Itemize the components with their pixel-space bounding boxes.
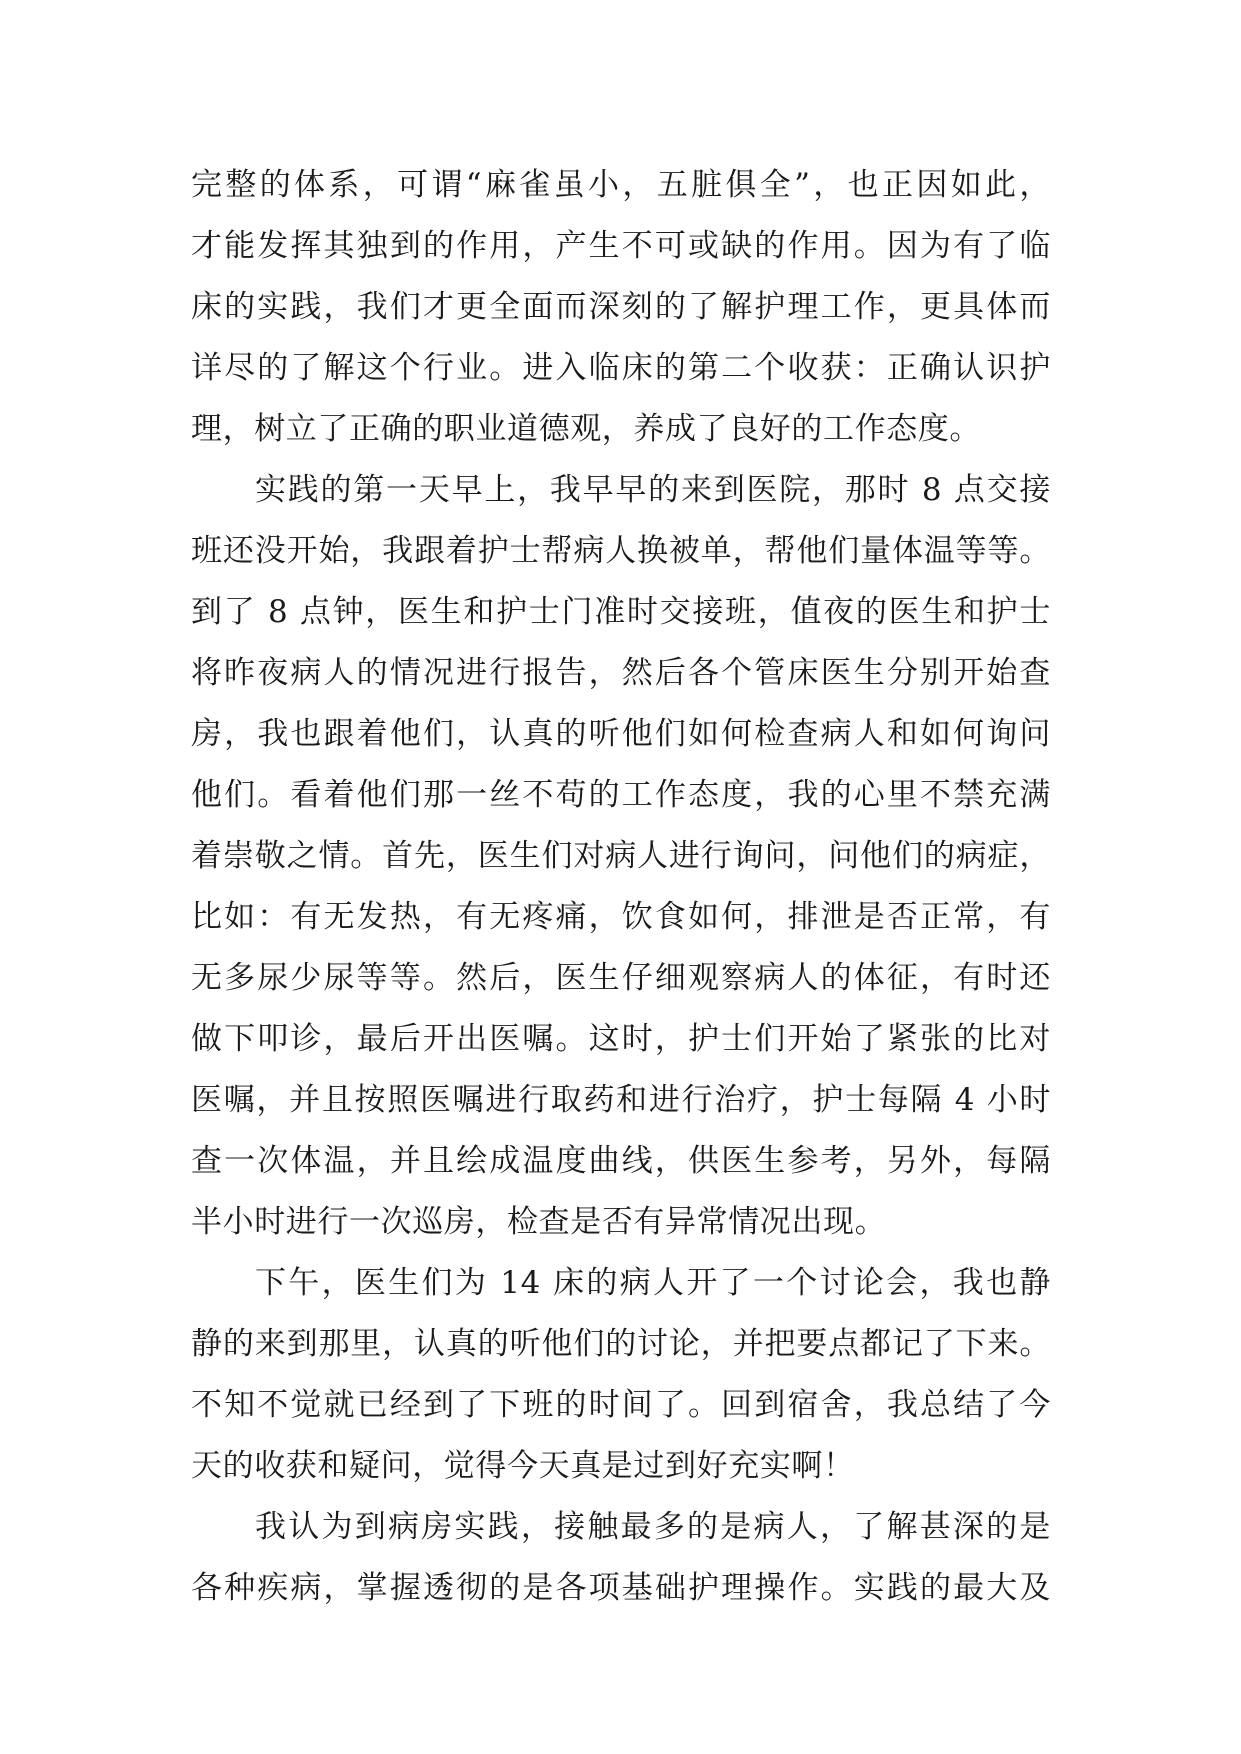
text-line: 我认为到病房实践，接触最多的是病人，了解甚深的是 <box>255 1509 1051 1545</box>
text-line: 不知不觉就已经到了下班的时间了。回到宿舍，我总结了今 <box>191 1387 1051 1423</box>
body-text <box>191 155 1051 1619</box>
text-line: 下午，医生们为 14 床的病人开了一个讨论会，我也静 <box>255 1265 1051 1301</box>
text-line: 半小时进行一次巡房，检查是否有异常情况出现。 <box>191 1204 887 1240</box>
text-line: 详尽的了解这个行业。进入临床的第二个收获：正确认识护 <box>191 350 1051 386</box>
text-line: 才能发挥其独到的作用，产生不可或缺的作用。因为有了临 <box>191 228 1051 264</box>
text-line: 医嘱，并且按照医嘱进行取药和进行治疗，护士每隔 4 小时 <box>191 1082 1051 1118</box>
text-line: 他们。看着他们那一丝不苟的工作态度，我的心里不禁充满 <box>191 777 1051 813</box>
text-line: 着崇敬之情。首先，医生们对病人进行询问，问他们的病症， <box>191 838 1051 874</box>
paragraph-3 <box>191 1253 1051 1497</box>
text-line: 无多尿少尿等等。然后，医生仔细观察病人的体征，有时还 <box>191 960 1051 996</box>
text-line: 静的来到那里，认真的听他们的讨论，并把要点都记了下来。 <box>191 1326 1051 1362</box>
paragraph-1 <box>191 155 1051 460</box>
paragraph-2 <box>191 460 1051 1253</box>
paragraph-4 <box>191 1497 1051 1619</box>
text-line: 班还没开始，我跟着护士帮病人换被单，帮他们量体温等等。 <box>191 533 1051 569</box>
text-line: 做下叩诊，最后开出医嘱。这时，护士们开始了紧张的比对 <box>191 1021 1051 1057</box>
text-line: 到了 8 点钟，医生和护士门准时交接班，值夜的医生和护士 <box>191 594 1051 630</box>
text-line: 将昨夜病人的情况进行报告，然后各个管床医生分别开始查 <box>191 655 1051 691</box>
text-line: 实践的第一天早上，我早早的来到医院，那时 8 点交接 <box>255 472 1051 508</box>
text-line: 各种疾病，掌握透彻的是各项基础护理操作。实践的最大及 <box>191 1570 1051 1606</box>
text-line: 完整的体系，可谓“麻雀虽小，五脏俱全”，也正因如此， <box>191 167 1051 203</box>
text-line: 床的实践，我们才更全面而深刻的了解护理工作，更具体而 <box>191 289 1051 325</box>
text-line: 比如：有无发热，有无疼痛，饮食如何，排泄是否正常，有 <box>191 899 1051 935</box>
text-line: 查一次体温，并且绘成温度曲线，供医生参考，另外，每隔 <box>191 1143 1051 1179</box>
text-line: 天的收获和疑问，觉得今天真是过到好充实啊！ <box>191 1448 855 1484</box>
text-line: 理，树立了正确的职业道德观，养成了良好的工作态度。 <box>191 411 981 447</box>
text-line: 房，我也跟着他们，认真的听他们如何检查病人和如何询问 <box>191 716 1051 752</box>
